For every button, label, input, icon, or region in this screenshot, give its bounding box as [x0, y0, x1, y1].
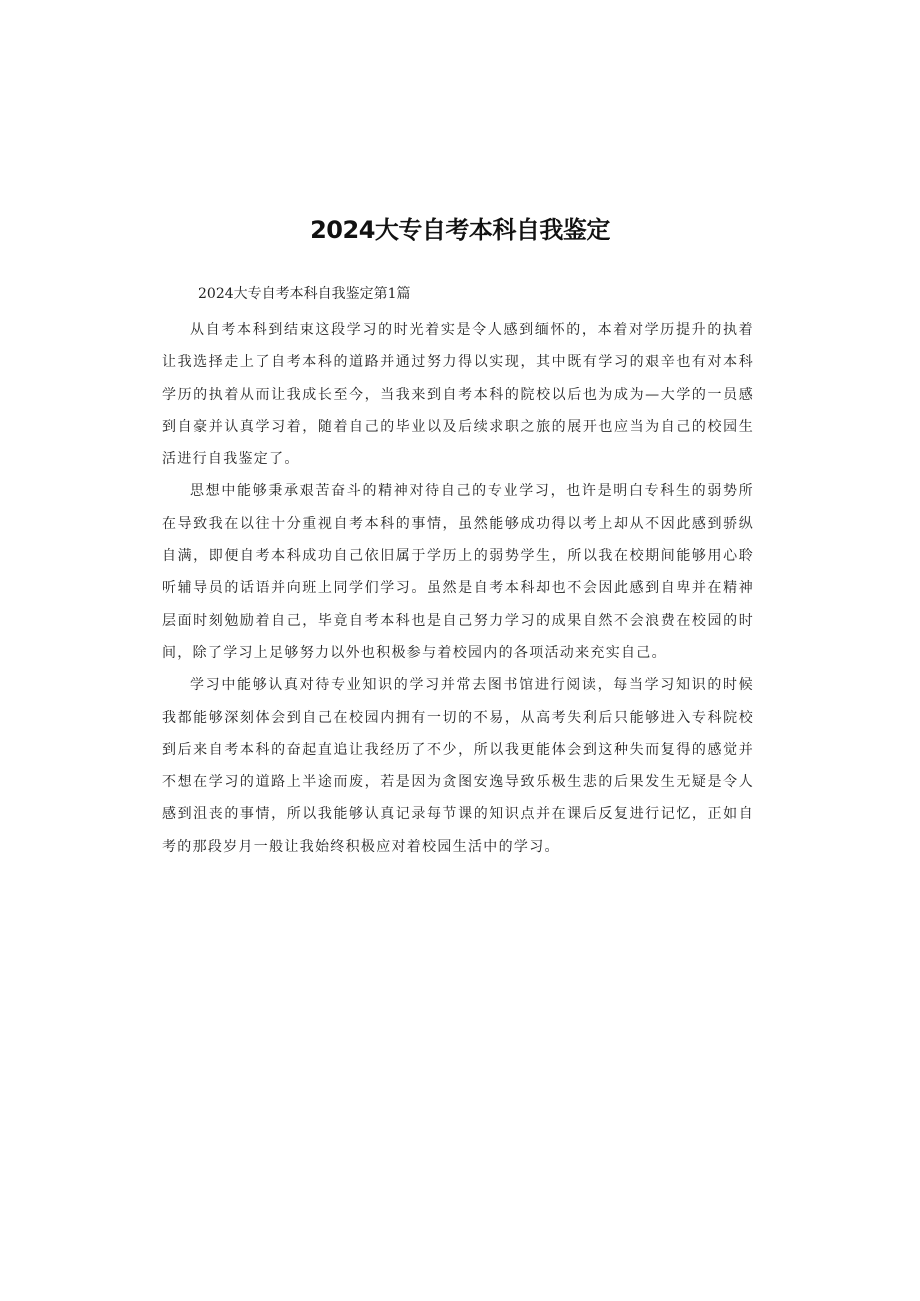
paragraph-1: 从自考本科到结束这段学习的时光着实是令人感到缅怀的，本着对学历提升的执着让我选择走上了自考本科的道路并通过努力得以实现，其中既有学习的艰辛也有对本科学历的执着从而让我成长至今，当我来到自考本科的院校以后也为成为—大学的一员感到自豪并认真学习着，随着自己的毕业以及后续求职之旅的展开也应当为自己的校园生活进行自我鉴定了。 [162, 322, 754, 468]
document-body [162, 314, 754, 863]
paragraph-2: 思想中能够秉承艰苦奋斗的精神对待自己的专业学习，也许是明白专科生的弱势所在导致我在以往十分重视自考本科的事情，虽然能够成功得以考上却从不因此感到骄纵自满，即便自考本科成功自己依旧属于学历上的弱势学生，所以我在校期间能够用心聆听辅导员的话语并向班上同学们学习。虽然是自考本科却也不会因此感到自卑并在精神层面时刻勉励着自己，毕竟自考本科也是自己努力学习的成果自然不会浪费在校园的时间，除了学习上足够努力以外也积极参与着校园内的各项活动来充实自己。 [162, 483, 754, 661]
paragraph-3: 学习中能够认真对待专业知识的学习并常去图书馆进行阅读，每当学习知识的时候我都能够深刻体会到自己在校园内拥有一切的不易，从高考失利后只能够进入专科院校到后来自考本科的奋起直追让我经历了不少，所以我更能体会到这种失而复得的感觉并不想在学习的道路上半途而废，若是因为贪图安逸导致乐极生悲的后果发生无疑是令人感到沮丧的事情，所以我能够认真记录每节课的知识点并在课后反复进行记忆，正如自考的那段岁月一般让我始终积极应对着校园生活中的学习。 [162, 677, 754, 855]
section-heading: 2024大专自考本科自我鉴定第1篇 [198, 286, 411, 302]
document-title: 2024大专自考本科自我鉴定 [310, 216, 610, 244]
